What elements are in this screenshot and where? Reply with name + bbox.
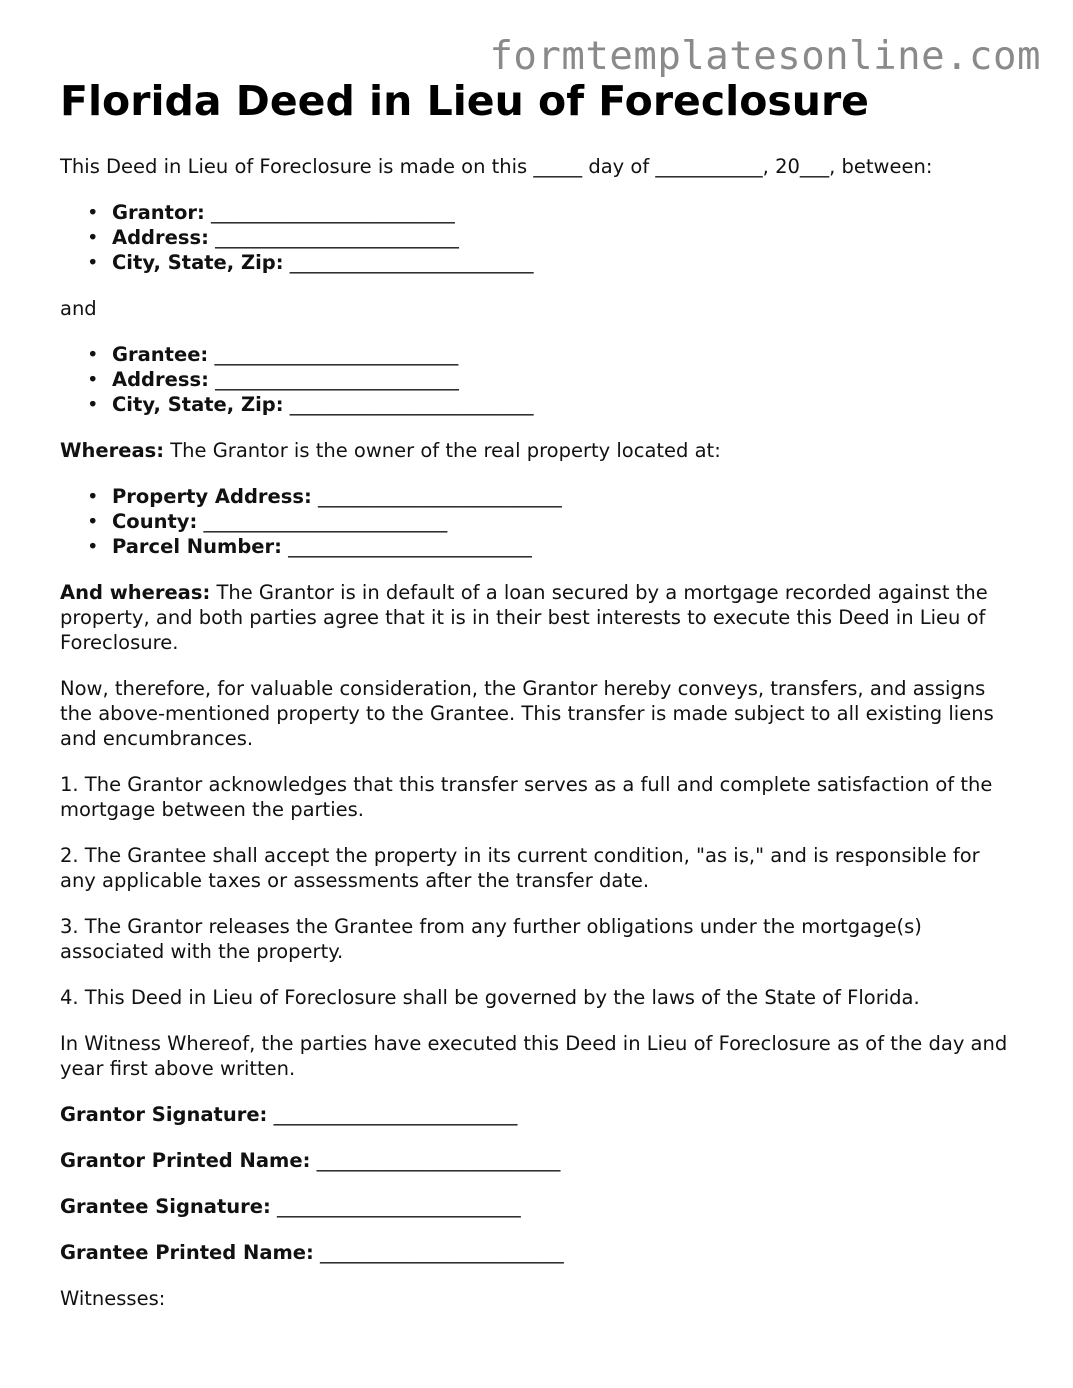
clause-2: 2. The Grantee shall accept the property in its current condition, "as is," and is responsible for any applicable taxes or assessments after the transfer date. [60, 844, 980, 892]
clause-1: 1. The Grantor acknowledges that this transfer serves as a full and complete satisfaction of the mortgage between the parties. [60, 773, 993, 821]
grantor-city-state-zip-field [112, 250, 1020, 275]
grantor-name-field [112, 200, 1020, 225]
grantor-signature-line [60, 1102, 1020, 1127]
intro-paragraph: This Deed in Lieu of Foreclosure is made on this _____ day of ___________, 20___, between: [60, 155, 933, 178]
field-label: Address: [112, 226, 209, 249]
grantee-name-field [112, 342, 1020, 367]
grantee-fields [60, 342, 1020, 417]
property-address-field [112, 484, 1020, 509]
document-body [60, 76, 1020, 1311]
field-label: Grantor: [112, 201, 205, 224]
county-field [112, 509, 1020, 534]
witness-whereof-paragraph: In Witness Whereof, the parties have executed this Deed in Lieu of Foreclosure as of the day and year first above written. [60, 1032, 1008, 1080]
grantor-address-field [112, 225, 1020, 250]
field-blank: _________________________ [203, 510, 448, 533]
clause-4: 4. This Deed in Lieu of Foreclosure shall be governed by the laws of the State of Florida. [60, 986, 920, 1009]
field-blank: _________________________ [289, 251, 534, 274]
watermark: formtemplatesonline.com [489, 34, 1041, 79]
and-whereas-paragraph [60, 580, 1020, 655]
field-label: Address: [112, 368, 209, 391]
and-whereas-text: The Grantor is in default of a loan secured by a mortgage recorded against the property, and both parties agree that it is in their best interests to execute this Deed in Lieu of Foreclosure. [60, 581, 988, 654]
signature-blank: _________________________ [320, 1241, 564, 1264]
field-blank: _________________________ [215, 368, 459, 391]
whereas-text: The Grantor is the owner of the real property located at: [170, 439, 721, 462]
field-label: Property Address: [112, 485, 312, 508]
field-label: City, State, Zip: [112, 393, 284, 416]
field-blank: _________________________ [318, 485, 562, 508]
and-whereas-label: And whereas: [60, 581, 211, 604]
property-fields [60, 484, 1020, 559]
field-blank: _________________________ [288, 535, 532, 558]
grantee-city-state-zip-field [112, 392, 1020, 417]
grantor-fields [60, 200, 1020, 275]
grantee-address-field [112, 367, 1020, 392]
field-blank: _________________________ [211, 201, 455, 224]
field-blank: _________________________ [289, 393, 534, 416]
witnesses-label: Witnesses: [60, 1287, 166, 1310]
signature-blank: _________________________ [316, 1149, 561, 1172]
signature-blank: _________________________ [273, 1103, 518, 1126]
clause-3: 3. The Grantor releases the Grantee from any further obligations under the mortgage(s) associated with the property. [60, 915, 922, 963]
parcel-number-field [112, 534, 1020, 559]
grantee-printed-name-line [60, 1240, 1020, 1265]
field-label: Grantee: [112, 343, 209, 366]
field-label: Parcel Number: [112, 535, 282, 558]
signature-label: Grantor Signature: [60, 1103, 268, 1126]
whereas-label: Whereas: [60, 439, 165, 462]
signature-label: Grantee Printed Name: [60, 1241, 314, 1264]
grantee-signature-line [60, 1194, 1020, 1219]
field-blank: _________________________ [215, 226, 459, 249]
whereas-paragraph [60, 438, 1020, 463]
now-therefore-paragraph: Now, therefore, for valuable consideration, the Grantor hereby conveys, transfers, and assigns the above-mentioned property to the Grantee. This transfer is made subject to all existing liens and encumbrances. [60, 677, 994, 750]
signature-label: Grantee Signature: [60, 1195, 271, 1218]
field-label: County: [112, 510, 198, 533]
signature-label: Grantor Printed Name: [60, 1149, 311, 1172]
document-title: Florida Deed in Lieu of Foreclosure [60, 77, 869, 125]
and-text: and [60, 297, 97, 320]
field-label: City, State, Zip: [112, 251, 284, 274]
signature-blank: _________________________ [277, 1195, 521, 1218]
field-blank: _________________________ [214, 343, 459, 366]
grantor-printed-name-line [60, 1148, 1020, 1173]
